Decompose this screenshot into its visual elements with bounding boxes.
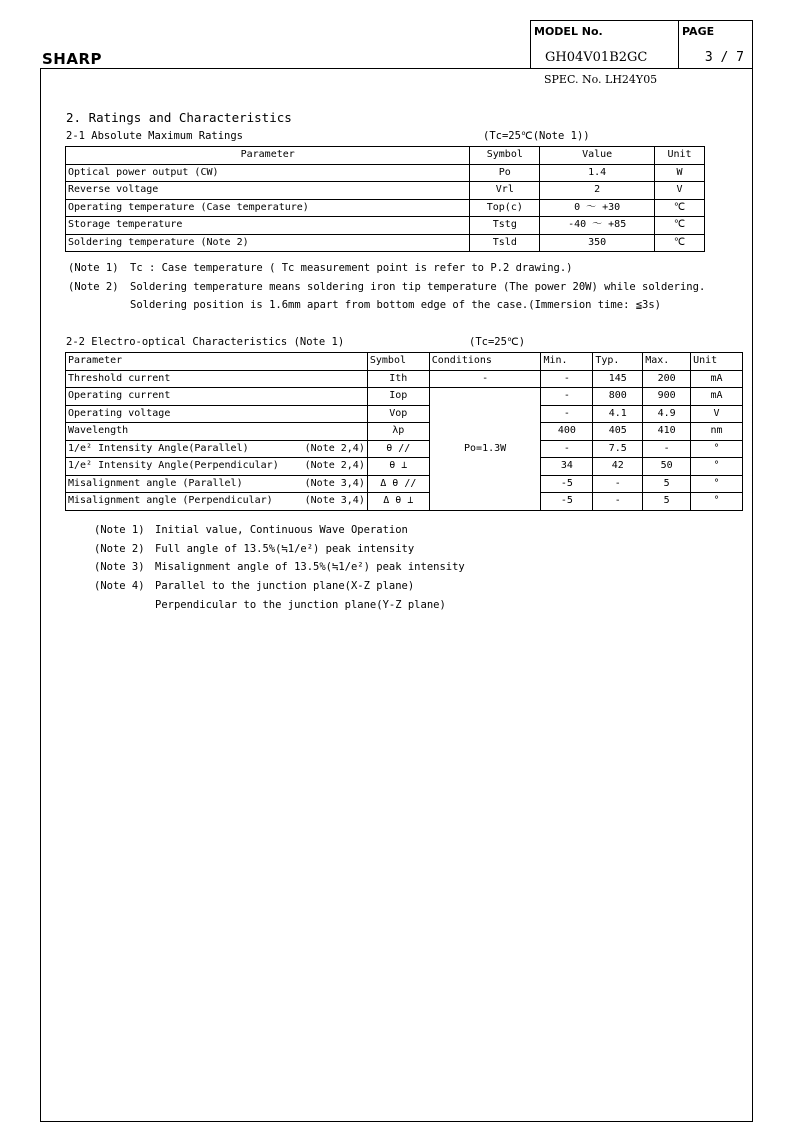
min-cell: -5 — [541, 493, 593, 511]
sharp-logo: SHARP — [42, 50, 103, 68]
parameter-cell: Operating current — [66, 388, 368, 406]
unit-cell: W — [655, 164, 705, 182]
symbol-cell: Po — [470, 164, 540, 182]
spec-number: SPEC. No. LH24Y05 — [544, 73, 658, 86]
table-row — [66, 199, 705, 217]
header-cell: Symbol — [367, 353, 429, 371]
abs-max-table — [65, 146, 705, 252]
symbol-cell: λp — [367, 423, 429, 441]
parameter-cell: Reverse voltage — [66, 182, 470, 200]
note-text: Parallel to the junction plane(X-Z plane) — [155, 580, 415, 592]
table-row — [66, 182, 705, 200]
table-row — [66, 388, 743, 406]
typ-cell: - — [593, 493, 643, 511]
value-cell: -40 〜 +85 — [540, 217, 655, 235]
unit-cell: ° — [691, 440, 743, 458]
max-cell: 50 — [643, 458, 691, 476]
header-cell: Conditions — [429, 353, 541, 371]
unit-cell: V — [691, 405, 743, 423]
symbol-cell: θ ⊥ — [367, 458, 429, 476]
unit-cell: ° — [691, 493, 743, 511]
min-cell: - — [541, 388, 593, 406]
symbol-cell: θ // — [367, 440, 429, 458]
note-tag: (Note 2) — [94, 543, 145, 555]
unit-cell: mA — [691, 388, 743, 406]
max-cell: 5 — [643, 493, 691, 511]
eo-header-row — [66, 353, 743, 371]
header-cell: Parameter — [66, 353, 368, 371]
parameter-cell: 1/e² Intensity Angle(Perpendicular) — [66, 458, 291, 476]
page-value: 3 / 7 — [704, 50, 744, 65]
abs-max-title: 2-1 Absolute Maximum Ratings — [66, 130, 244, 142]
value-cell: 350 — [540, 234, 655, 252]
parameter-cell: Operating temperature (Case temperature) — [66, 199, 470, 217]
eo-condition: (Tc=25℃) — [469, 336, 526, 348]
symbol-cell: Tstg — [470, 217, 540, 235]
parameter-cell: Operating voltage — [66, 405, 368, 423]
typ-cell: 800 — [593, 388, 643, 406]
max-cell: 900 — [643, 388, 691, 406]
note-tag: (Note 1) — [94, 524, 145, 536]
parameter-cell: Optical power output (CW) — [66, 164, 470, 182]
unit-cell: ℃ — [655, 199, 705, 217]
table-row — [66, 423, 743, 441]
model-number-box — [530, 20, 678, 69]
max-cell: 410 — [643, 423, 691, 441]
min-cell: 400 — [541, 423, 593, 441]
table-row — [66, 370, 743, 388]
parameter-cell: Misalignment angle (Perpendicular) — [66, 493, 291, 511]
note-ref-cell: (Note 3,4) — [290, 475, 367, 493]
typ-cell: 145 — [593, 370, 643, 388]
eo-table — [65, 352, 743, 511]
unit-cell: ° — [691, 458, 743, 476]
unit-cell: V — [655, 182, 705, 200]
unit-cell: ℃ — [655, 217, 705, 235]
unit-cell: ℃ — [655, 234, 705, 252]
note-text: Tc : Case temperature ( Tc measurement point is refer to P.2 drawing.) — [130, 262, 573, 274]
min-cell: - — [541, 440, 593, 458]
min-cell: 34 — [541, 458, 593, 476]
max-cell: 200 — [643, 370, 691, 388]
abs-max-header-row — [66, 147, 705, 165]
note-text: Initial value, Continuous Wave Operation — [155, 524, 408, 536]
table-row — [66, 217, 705, 235]
header-cell: Parameter — [66, 147, 470, 165]
symbol-cell: Tsld — [470, 234, 540, 252]
min-cell: -5 — [541, 475, 593, 493]
note-ref-cell: (Note 3,4) — [290, 493, 367, 511]
unit-cell: nm — [691, 423, 743, 441]
typ-cell: 7.5 — [593, 440, 643, 458]
model-value: GH04V01B2GC — [545, 50, 648, 65]
max-cell: 4.9 — [643, 405, 691, 423]
symbol-cell: Vrl — [470, 182, 540, 200]
note-ref-cell: (Note 2,4) — [290, 458, 367, 476]
header-cell: Typ. — [593, 353, 643, 371]
parameter-cell: Wavelength — [66, 423, 368, 441]
note-text: Soldering temperature means soldering iron tip temperature (The power 20W) while soldering. — [130, 281, 706, 293]
parameter-cell: Misalignment angle (Parallel) — [66, 475, 291, 493]
header-cell: Max. — [643, 353, 691, 371]
value-cell: 0 〜 +30 — [540, 199, 655, 217]
parameter-cell: Soldering temperature (Note 2) — [66, 234, 470, 252]
symbol-cell: Ith — [367, 370, 429, 388]
header-cell: Symbol — [470, 147, 540, 165]
max-cell: 5 — [643, 475, 691, 493]
note-ref-cell: (Note 2,4) — [290, 440, 367, 458]
unit-cell: mA — [691, 370, 743, 388]
typ-cell: - — [593, 475, 643, 493]
note-tag: (Note 2) — [68, 281, 119, 293]
page-label: PAGE — [682, 25, 715, 38]
section-title: 2. Ratings and Characteristics — [66, 110, 292, 125]
unit-cell: ° — [691, 475, 743, 493]
note-text: Soldering position is 1.6mm apart from bottom edge of the case.(Immersion time: ≦3s) — [130, 299, 662, 311]
table-row — [66, 164, 705, 182]
note-text: Full angle of 13.5%(≒1/e²) peak intensity — [155, 543, 415, 555]
parameter-cell: 1/e² Intensity Angle(Parallel) — [66, 440, 291, 458]
table-row — [66, 458, 743, 476]
value-cell: 2 — [540, 182, 655, 200]
table-row — [66, 440, 743, 458]
page-number-box — [678, 20, 753, 69]
parameter-cell: Threshold current — [66, 370, 368, 388]
typ-cell: 42 — [593, 458, 643, 476]
typ-cell: 4.1 — [593, 405, 643, 423]
header-cell: Unit — [691, 353, 743, 371]
note-tag: (Note 1) — [68, 262, 119, 274]
min-cell: - — [541, 405, 593, 423]
model-label: MODEL No. — [534, 25, 603, 38]
note-tag: (Note 4) — [94, 580, 145, 592]
symbol-cell: Δ θ ⊥ — [367, 493, 429, 511]
header-cell: Value — [540, 147, 655, 165]
value-cell: 1.4 — [540, 164, 655, 182]
max-cell: - — [643, 440, 691, 458]
table-row — [66, 475, 743, 493]
table-row — [66, 234, 705, 252]
note-tag: (Note 3) — [94, 561, 145, 573]
symbol-cell: Iop — [367, 388, 429, 406]
note-text: Perpendicular to the junction plane(Y-Z plane) — [155, 599, 446, 611]
parameter-cell: Storage temperature — [66, 217, 470, 235]
eo-title: 2-2 Electro-optical Characteristics (Note 1) — [66, 336, 345, 348]
merged-condition-cell: Po=1.3W — [429, 388, 541, 511]
symbol-cell: Δ θ // — [367, 475, 429, 493]
typ-cell: 405 — [593, 423, 643, 441]
min-cell: - — [541, 370, 593, 388]
header-cell: Unit — [655, 147, 705, 165]
abs-max-condition: (Tc=25℃(Note 1)) — [483, 130, 590, 142]
table-row — [66, 493, 743, 511]
symbol-cell: Top(c) — [470, 199, 540, 217]
table-row — [66, 405, 743, 423]
condition-cell: - — [429, 370, 541, 388]
header-cell: Min. — [541, 353, 593, 371]
symbol-cell: Vop — [367, 405, 429, 423]
note-text: Misalignment angle of 13.5%(≒1/e²) peak intensity — [155, 561, 465, 573]
